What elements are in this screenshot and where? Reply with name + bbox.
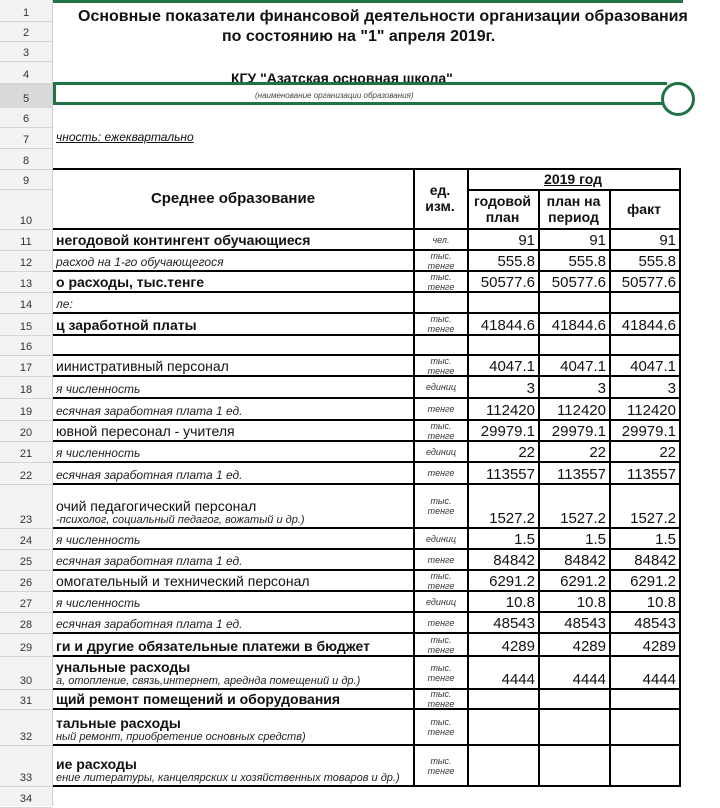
row-label [56,421,412,440]
row-label-text: я численность [56,596,141,610]
row-value-period[interactable]: 29979.1 [551,423,606,440]
row-value-period[interactable]: 4444 [572,671,606,688]
row-unit: тыс. тенге [427,356,455,375]
row-label-text: ц заработной платы [56,317,197,333]
row-number[interactable]: 32 [0,710,52,746]
periodicity-label: чность: ежеквартально [56,130,194,144]
row-label-text: я численность [56,533,141,547]
row-label [56,442,412,461]
row-number[interactable]: 11 [0,230,52,251]
row-number[interactable]: 33 [0,746,52,787]
row-label-text: ле: [56,297,73,311]
row-value-annual[interactable] [469,690,538,708]
row-label [56,571,412,590]
row-value-fact[interactable]: 1527.2 [630,510,676,527]
row-unit: тыс. тенге [427,272,455,291]
column-header-title: Среднее образование [150,189,316,207]
row-number[interactable]: 13 [0,272,52,293]
column-header-annual: годовой план [473,192,532,225]
row-label-subtext: ный ремонт, приобретение основных средств) [56,731,306,743]
row-header-column [0,0,53,806]
selection-border-top [53,0,683,3]
row-value-annual[interactable]: 91 [518,232,535,249]
row-value-period[interactable]: 3 [597,380,606,397]
row-unit: тенге [427,468,455,478]
row-label [56,314,412,334]
row-number[interactable]: 6 [0,108,52,128]
row-unit: тыс. тенге [427,717,455,737]
row-value-fact[interactable]: 1.5 [655,531,676,548]
row-label-text: очий педагогический персонал [56,498,257,514]
row-value-annual[interactable]: 41844.6 [480,317,535,334]
row-unit: тыс. тенге [427,571,455,590]
row-value-period[interactable] [540,746,609,785]
row-value-fact[interactable] [611,710,679,744]
row-label [56,272,412,291]
row-value-fact[interactable] [611,690,679,708]
row-value-annual[interactable]: 1.5 [514,531,535,548]
row-value-annual[interactable]: 3 [526,380,535,397]
row-value-period[interactable]: 6291.2 [560,573,606,590]
row-unit: тыс. тенге [427,421,455,440]
row-value-annual[interactable]: 22 [518,444,535,461]
row-label [56,529,412,548]
row-label [56,746,412,785]
row-label [56,690,412,708]
column-border [413,168,415,787]
row-unit: тенге [427,404,455,414]
row-number[interactable]: 7 [0,128,52,149]
row-value-fact[interactable]: 4047.1 [630,358,676,375]
row-number[interactable]: 24 [0,529,52,550]
row-label-text: иинистративный персонал [56,358,229,374]
row-value-fact[interactable] [611,293,679,312]
row-label-text: омогательный и технический персонал [56,573,310,589]
row-value-period[interactable] [540,336,609,354]
row-value-period[interactable]: 112420 [557,402,606,419]
row-unit: единиц [426,382,456,392]
row-value-period[interactable]: 1527.2 [560,510,606,527]
row-value-period[interactable]: 50577.6 [551,274,606,291]
column-border [679,168,681,787]
row-number[interactable]: 19 [0,399,52,421]
row-number[interactable]: 10 [0,190,52,230]
row-value-annual[interactable]: 112420 [486,402,535,419]
row-label-text: ювной пересонал - учителя [56,423,235,439]
row-label-subtext: -психолог, социальный педагог, вожатый и др.) [56,514,305,526]
column-border [538,189,540,787]
row-number[interactable]: 17 [0,356,52,377]
row-number[interactable]: 21 [0,442,52,463]
row-label [56,550,412,569]
row-number[interactable]: 8 [0,149,52,170]
row-number[interactable]: 5 [0,84,52,108]
row-value-fact[interactable]: 4444 [642,671,676,688]
row-label [56,356,412,375]
row-label-text: о расходы, тыс.тенге [56,274,205,290]
row-number[interactable]: 25 [0,550,52,571]
row-value-annual[interactable]: 4047.1 [489,358,535,375]
report-title-line1: Основные показатели финансовой деятельности организации образования [78,8,688,25]
row-number[interactable]: 20 [0,421,52,442]
row-label-text: есячная заработная плата 1 ед. [56,468,243,482]
row-value-fact[interactable]: 48543 [634,615,676,632]
row-label-text: унальные расходы [56,659,191,675]
row-value-annual[interactable]: 555.8 [497,253,535,270]
column-border [467,168,469,787]
row-unit [415,293,467,312]
organization-name: КГУ "Азатская основная школа" [231,70,453,86]
row-label-text: щий ремонт помещений и оборудования [56,691,341,707]
row-value-annual[interactable]: 29979.1 [480,423,535,440]
row-value-annual[interactable]: 10.8 [505,594,535,611]
row-value-annual[interactable]: 50577.6 [480,274,535,291]
row-unit: тыс. тенге [427,314,455,334]
row-value-fact[interactable] [611,746,679,785]
row-label-text: есячная заработная плата 1 ед. [56,617,243,631]
row-label [56,657,412,688]
row-value-fact[interactable]: 91 [659,232,676,249]
column-header-fact: факт [627,200,661,217]
row-value-annual[interactable]: 113557 [486,466,535,483]
row-label-text: тальные расходы [56,715,181,731]
year-header: 2019 год [544,170,602,187]
row-value-fact[interactable]: 3 [667,380,676,397]
row-number[interactable]: 28 [0,613,52,634]
row-label [56,230,412,249]
row-value-annual[interactable]: 48543 [493,615,535,632]
organization-caption: (наименование организации образования) [255,91,414,100]
row-number[interactable]: 29 [0,634,52,657]
row-value-annual[interactable]: 6291.2 [489,573,535,590]
row-unit: чел. [432,234,450,245]
row-value-period[interactable] [540,293,609,312]
row-value-annual[interactable] [469,746,538,785]
row-value-fact[interactable] [611,336,679,354]
row-label [56,592,412,611]
row-label-text: ги и другие обязательные платежи в бюджет [56,638,370,654]
row-number[interactable]: 22 [0,463,52,485]
row-label-text: негодовой контингент обучающиеся [56,232,311,248]
row-unit: единиц [426,596,456,607]
row-label-text: есячная заработная плата 1 ед. [56,554,243,568]
row-label-subtext: ение литературы, канцелярских и хозяйственных товаров и др.) [56,772,400,784]
row-value-annual[interactable]: 4289 [501,638,535,655]
row-label-text: я численность [56,382,141,396]
row-value-period[interactable]: 1.5 [585,531,606,548]
row-label [56,293,412,312]
row-label [56,613,412,632]
row-unit [415,336,467,354]
row-unit: тыс. тенге [427,690,455,708]
row-value-period[interactable]: 48543 [564,615,606,632]
row-value-fact[interactable]: 6291.2 [630,573,676,590]
column-header-period: план на период [546,192,601,225]
row-unit: тыс. тенге [427,496,455,516]
row-number[interactable]: 16 [0,336,52,356]
row-number[interactable]: 2 [0,22,52,42]
row-label [56,336,412,354]
row-value-fact[interactable]: 22 [659,444,676,461]
row-value-fact[interactable]: 84842 [634,552,676,569]
row-value-annual[interactable]: 1527.2 [489,510,535,527]
row-number[interactable]: 12 [0,251,52,272]
row-label [56,399,412,419]
row-number[interactable]: 31 [0,690,52,710]
row-value-annual[interactable]: 4444 [501,671,535,688]
row-number[interactable]: 26 [0,571,52,592]
row-label [56,485,412,527]
row-label [56,251,412,270]
row-number[interactable]: 4 [0,62,52,84]
row-unit: тенге [427,554,455,565]
row-label-text: ие расходы [56,756,137,772]
row-value-period[interactable]: 22 [589,444,606,461]
row-unit: тыс. тенге [427,755,455,776]
row-value-period[interactable]: 41844.6 [551,317,606,334]
row-label [56,710,412,744]
column-header-unit: ед. изм. [425,182,455,214]
row-value-annual[interactable]: 84842 [493,552,535,569]
row-label-text: есячная заработная плата 1 ед. [56,404,243,418]
row-value-annual[interactable] [469,293,538,312]
row-number[interactable]: 34 [0,787,52,808]
column-border [609,189,611,787]
row-label-subtext: а, отопление, связь,интернет, ареднда помещений и др.) [56,675,361,687]
row-unit: тенге [427,617,455,628]
row-label-text: расход на 1-го обучающегося [56,255,224,269]
row-value-fact[interactable]: 113557 [627,466,676,483]
selection-handle[interactable] [661,82,695,116]
row-value-fact[interactable]: 29979.1 [621,423,676,440]
row-number[interactable]: 23 [0,485,52,529]
row-unit: единиц [426,446,456,457]
row-label-text: я численность [56,446,141,460]
row-value-period[interactable] [540,690,609,708]
row-number[interactable]: 30 [0,657,52,690]
table-bottom-border [53,785,681,787]
row-number[interactable]: 9 [0,170,52,190]
row-number[interactable]: 18 [0,377,52,399]
row-number[interactable]: 1 [0,2,52,22]
row-value-period[interactable]: 10.8 [576,594,606,611]
row-value-annual[interactable] [469,710,538,744]
row-unit: тыс. тенге [427,634,455,655]
row-value-period[interactable]: 555.8 [568,253,606,270]
report-title-line2: по состоянию на "1" апреля 2019г. [222,28,496,45]
row-unit: тыс. тенге [427,662,455,683]
row-value-period[interactable]: 4289 [572,638,606,655]
row-value-annual[interactable] [469,336,538,354]
row-value-period[interactable]: 113557 [557,466,606,483]
row-unit: тыс. тенге [427,251,455,270]
row-value-fact[interactable]: 4289 [642,638,676,655]
row-number[interactable]: 3 [0,42,52,62]
row-value-fact[interactable]: 112420 [627,402,676,419]
row-number[interactable]: 15 [0,314,52,336]
row-label [56,377,412,397]
row-unit: единиц [426,533,456,544]
row-label [56,634,412,655]
row-value-fact[interactable]: 10.8 [646,594,676,611]
row-value-period[interactable]: 4047.1 [560,358,606,375]
row-label [56,463,412,483]
row-number[interactable]: 14 [0,293,52,314]
row-value-fact[interactable]: 50577.6 [621,274,676,291]
row-value-fact[interactable]: 555.8 [638,253,676,270]
row-number[interactable]: 27 [0,592,52,613]
row-value-fact[interactable]: 41844.6 [621,317,676,334]
row-value-period[interactable]: 84842 [564,552,606,569]
row-value-period[interactable] [540,710,609,744]
row-value-period[interactable]: 91 [589,232,606,249]
